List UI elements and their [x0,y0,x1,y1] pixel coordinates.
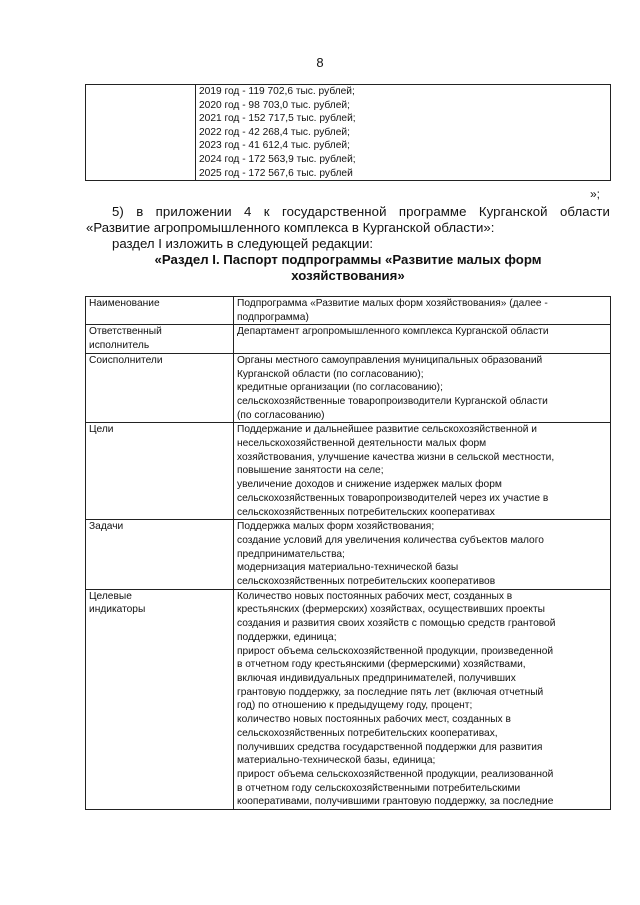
instruction-line: «Развитие агропромышленного комплекса в Курганской области»: [86,220,495,235]
row-value [234,353,611,423]
value-line: повышение занятости на селе; [237,465,384,477]
value-line: Поддержание и дальнейшее развитие сельскохозяйственной и [237,424,537,436]
value-line: Курганской области (по согласованию); [237,368,424,380]
table-row [86,353,611,423]
label-line: Ответственный [89,326,162,338]
funding-line: 2020 год - 98 703,0 тыс. рублей; [199,99,350,111]
value-line: создание условий для увеличения количества субъектов малого [237,534,544,546]
table-row [86,325,611,353]
value-line: грантовую поддержку, за последние пять лет (включая отчетный [237,686,544,698]
row-label [86,589,234,809]
value-line: увеличение доходов и снижение издержек малых форм [237,479,502,491]
label-line: исполнитель [89,340,150,352]
value-line: количество новых постоянных рабочих мест, созданных в [237,714,511,726]
amendment-instruction [86,204,610,252]
label-line: Целевые [89,590,132,602]
value-line: Подпрограмма «Развитие малых форм хозяйствования» (далее - [237,298,548,309]
row-value [234,325,611,353]
funding-values-cell [196,85,611,181]
value-line: сельскохозяйственных товаропроизводителей через их участие в [237,492,549,504]
label-line: индикаторы [89,604,146,616]
table-row [86,589,611,809]
value-line: несельскохозяйственной деятельности малых форм [237,438,487,450]
label-line: Соисполнители [89,354,163,366]
row-label [86,297,234,325]
value-line: кооперативами, получившими грантовую поддержку, за последние [237,796,554,808]
value-line: модернизация материально-технической базы [237,562,459,574]
value-line: сельскохозяйственных потребительских кооперативах [237,506,495,518]
value-line: Органы местного самоуправления муниципальных образований [237,354,543,366]
passport-table [85,296,611,810]
funding-line: 2025 год - 172 567,6 тыс. рублей [199,167,353,179]
label-line: Наименование [89,298,160,309]
funding-line: 2019 год - 119 702,6 тыс. рублей; [199,86,355,97]
row-value [234,423,611,520]
value-line: сельскохозяйственных потребительских кооперативах, [237,727,498,739]
funding-line: 2023 год - 41 612,4 тыс. рублей; [199,140,350,152]
value-line: прирост объема сельскохозяйственной продукции, реализованной [237,768,554,780]
table-row [86,85,611,181]
section-title-line: хозяйствования» [291,268,405,283]
value-line: в отчетном году крестьянскими (фермерскими) хозяйствами, [237,659,526,671]
value-line: предпринимательства; [237,548,345,560]
value-line: включая индивидуальных предпринимателей, получивших [237,672,516,684]
instruction-line: раздел I изложить в следующей редакции: [112,236,373,251]
value-line: поддержки, единица; [237,631,337,643]
row-value [234,589,611,809]
label-line: Задачи [89,521,124,533]
value-line: в отчетном году сельскохозяйственными потребительскими [237,782,521,794]
row-label [86,520,234,590]
row-value [234,297,611,325]
funding-line: 2022 год - 42 268,4 тыс. рублей; [199,126,350,138]
table-row [86,423,611,520]
value-line: прирост объема сельскохозяйственной продукции, произведенной [237,645,554,657]
value-line: хозяйствования, улучшение качества жизни в сельской местности, [237,451,555,463]
row-label [86,423,234,520]
section-title-line: «Раздел I. Паспорт подпрограммы «Развитие малых форм [154,252,542,267]
value-line: материально-технической базы, единица; [237,755,436,767]
row-value [234,520,611,590]
value-line: подпрограмма) [237,311,309,323]
value-line: Департамент агропромышленного комплекса Курганской области [237,326,549,338]
value-line: Количество новых постоянных рабочих мест, созданных в [237,590,513,602]
value-line: (по согласованию) [237,409,325,421]
value-line: крестьянских (фермерских) хозяйствах, осуществивших проекты [237,604,545,616]
value-line: Поддержка малых форм хозяйствования; [237,521,435,533]
instruction-line: 5) в приложении 4 к государственной программе Курганской области [112,204,610,219]
value-line: год) по отношению к предыдущему году, процент; [237,700,473,712]
page-number: 8 [316,55,324,70]
value-line: кредитные организации (по согласованию); [237,382,443,394]
value-line: получивших средства государственной поддержки для развития [237,741,543,753]
value-line: сельскохозяйственных потребительских кооперативов [237,576,496,588]
funding-line: 2021 год - 152 717,5 тыс. рублей; [199,113,356,125]
funding-left-cell [86,85,196,181]
section-title [86,252,610,284]
table-row [86,297,611,325]
value-line: сельскохозяйственные товаропроизводители Курганской области [237,395,548,407]
value-line: создания и развития своих хозяйств с помощью средств грантовой [237,618,556,630]
table-row [86,520,611,590]
row-label [86,325,234,353]
closing-quote: »; [590,187,601,201]
funding-line: 2024 год - 172 563,9 тыс. рублей; [199,153,356,165]
funding-table [85,84,611,181]
row-label [86,353,234,423]
label-line: Цели [89,424,114,436]
